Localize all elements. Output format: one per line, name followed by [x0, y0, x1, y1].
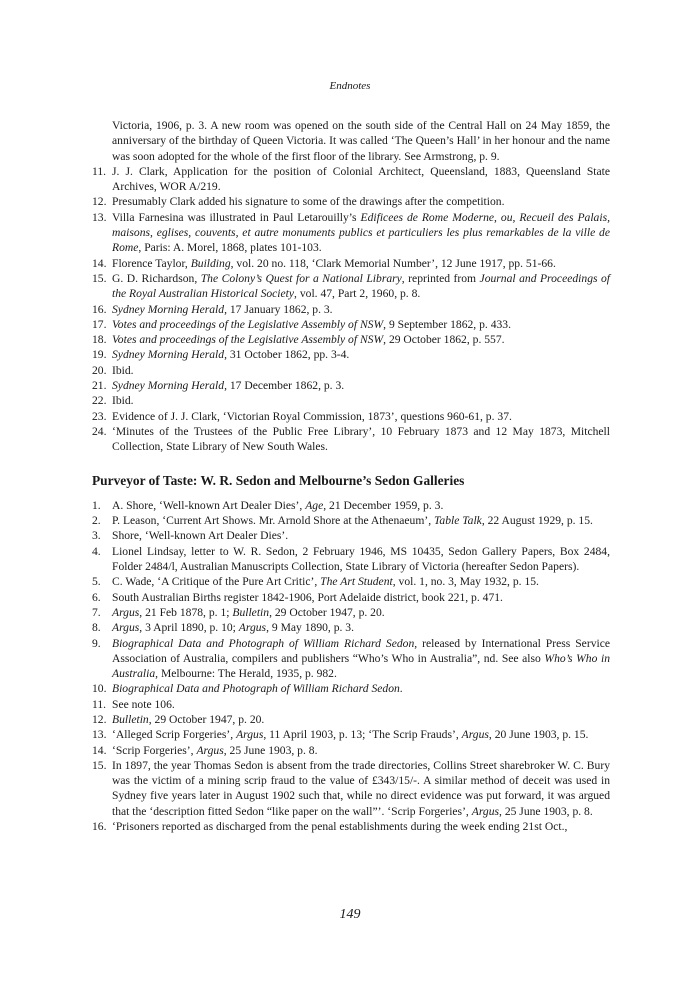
note-text-run: , 17 December 1862, p. 3.	[224, 379, 345, 393]
endnote	[92, 636, 610, 682]
endnote-text	[112, 758, 610, 819]
endnote-number: 2.	[92, 514, 101, 528]
italic-title: Votes and proceedings of the Legislative Assembly of NSW	[112, 333, 384, 347]
endnote	[92, 605, 610, 620]
endnote-number: 12.	[92, 195, 107, 209]
endnote-number: 15.	[92, 271, 107, 285]
endnote	[92, 498, 610, 513]
endnote	[92, 513, 610, 528]
italic-title: Bulletin	[112, 712, 149, 726]
endnote-number: 1.	[92, 498, 101, 512]
endnote-text	[112, 590, 610, 605]
italic-title: Who’s Who in Australia	[112, 651, 610, 681]
note-text-run: , 31 October 1862, pp. 3-4.	[224, 348, 350, 362]
endnote-number: 14.	[92, 743, 107, 757]
note-text-run: C. Wade, ‘A Critique of the Pure Art Critic’,	[112, 575, 321, 589]
italic-title: Table Talk	[434, 514, 482, 528]
italic-title: Biographical Data and Photograph of William Richard Sedon	[112, 636, 415, 650]
endnote	[92, 164, 610, 195]
endnote-text	[112, 819, 610, 834]
endnote	[92, 697, 610, 712]
endnote-text	[112, 347, 610, 362]
endnote-number: 7.	[92, 605, 101, 619]
italic-title: Votes and proceedings of the Legislative Assembly of NSW	[112, 317, 384, 331]
notes-list-previous-chapter	[92, 164, 610, 455]
endnote-text	[112, 727, 610, 742]
endnote	[92, 727, 610, 742]
italic-title: Edificees de Rome Moderne, ou, Recueil des Palais, maisons, eglises, couvents, et autre monuments publics et particuliers les plus remarkables de la ville de Rome	[112, 210, 610, 255]
endnote	[92, 620, 610, 635]
endnote	[92, 681, 610, 696]
endnote	[92, 544, 610, 575]
endnote-number: 23.	[92, 409, 107, 423]
endnote-number: 20.	[92, 363, 107, 377]
running-head: Endnotes	[329, 80, 371, 92]
endnote-number: 11.	[92, 164, 107, 178]
endnote	[92, 271, 610, 302]
endnote-text	[112, 424, 610, 455]
endnote-number: 16.	[92, 820, 107, 834]
endnote-number: 3.	[92, 529, 101, 543]
note-text-run: , Melbourne: The Herald, 1935, p. 982.	[155, 667, 337, 681]
endnote	[92, 590, 610, 605]
endnote-number: 15.	[92, 758, 107, 772]
endnote-number: 14.	[92, 256, 107, 270]
italic-title: Building	[190, 256, 231, 270]
endnote-text	[112, 393, 610, 408]
endnote-number: 21.	[92, 379, 107, 393]
endnote-number: 11.	[92, 697, 107, 711]
endnote-text	[112, 743, 610, 758]
section-heading: Purveyor of Taste: W. R. Sedon and Melbourne’s Sedon Galleries	[92, 472, 465, 488]
note-text-run: Shore, ‘Well-known Art Dealer Dies’.	[112, 529, 289, 543]
endnote	[92, 393, 610, 408]
italic-title: Sydney Morning Herald	[112, 302, 225, 316]
italic-title: Argus	[461, 728, 489, 742]
notes-list-sedon-chapter	[92, 498, 610, 835]
endnote-number: 12.	[92, 712, 107, 726]
note-text-run: See note 106.	[112, 697, 175, 711]
italic-title: The Colony’s Quest for a National Library	[200, 271, 402, 285]
endnote-text	[112, 544, 610, 575]
note-text-run: , vol. 47, Part 2, 1960, p. 8.	[294, 287, 421, 301]
page-number: 149	[339, 907, 361, 922]
italic-title: Argus	[112, 621, 140, 635]
note-text-run: , 9 May 1890, p. 3.	[266, 621, 354, 635]
italic-title: Argus	[236, 728, 264, 742]
endnote	[92, 424, 610, 455]
endnote-text	[112, 302, 610, 317]
note-text-run: ‘Scrip Forgeries’,	[112, 743, 197, 757]
endnote-text	[112, 712, 610, 727]
note-text-run: J. J. Clark, Application for the position of Colonial Architect, Queensland, 1883, Queensland State Archives, WOR A/219.	[112, 164, 610, 194]
endnote	[92, 409, 610, 424]
endnote	[92, 378, 610, 393]
note-text-run: Ibid.	[112, 363, 134, 377]
endnote-text	[112, 513, 610, 528]
endnote-text	[112, 574, 610, 589]
note-text-run: , 29 October 1947, p. 20.	[269, 605, 385, 619]
note-text-run: Villa Farnesina was illustrated in Paul Letarouilly’s	[112, 210, 361, 224]
endnote	[92, 302, 610, 317]
endnote	[92, 758, 610, 819]
endnote-text	[112, 164, 610, 195]
endnote	[92, 317, 610, 332]
note-text-run: A. Shore, ‘Well-known Art Dealer Dies’,	[112, 498, 306, 512]
note-text-run: , 20 June 1903, p. 15.	[488, 728, 589, 742]
italic-title: Sydney Morning Herald	[112, 379, 225, 393]
endnote	[92, 528, 610, 543]
endnote-text	[112, 620, 610, 635]
endnote-text	[112, 697, 610, 712]
note-text-run: , 29 October 1947, p. 20.	[148, 712, 265, 726]
note-text-run: South Australian Births register 1842-1906, Port Adelaide district, book 221, p. 471.	[112, 590, 503, 604]
italic-title: Sydney Morning Herald	[112, 348, 225, 362]
note-text-run: , 22 August 1929, p. 15.	[481, 514, 593, 528]
endnote-number: 4.	[92, 544, 101, 558]
endnote-text	[112, 605, 610, 620]
endnote-number: 13.	[92, 728, 107, 742]
endnote	[92, 332, 610, 347]
endnote	[92, 712, 610, 727]
note-text-run: ‘Minutes of the Trustees of the Public Free Library’, 10 February 1873 and 12 May 1873, Mitchell Collection, State Library of New South Wales.	[112, 424, 610, 454]
note-text-run: .	[399, 682, 403, 696]
endnote-number: 6.	[92, 590, 101, 604]
endnote-text	[112, 498, 610, 513]
note-text-run: ‘Alleged Scrip Forgeries’,	[112, 728, 237, 742]
italic-title: Argus	[112, 605, 140, 619]
italic-title: Bulletin	[232, 605, 270, 619]
endnote-text	[112, 681, 610, 696]
endnote	[92, 819, 610, 834]
note-text-run: , 25 June 1903, p. 8.	[499, 804, 593, 818]
note-text-run: , 29 October 1862, p. 557.	[383, 333, 505, 347]
note-text-run: , released by International Press Service Association of Australia, compilers and publishers “Who’s Who in Australia”, nd. See also	[112, 636, 611, 665]
note-text-run: , 3 April 1890, p. 10;	[139, 621, 239, 635]
note-text-run: , Paris: A. Morel, 1868, plates 101-103.	[138, 241, 322, 255]
note-text-run: ‘Prisoners reported as discharged from the penal establishments during the week ending 21st Oct.,	[112, 820, 568, 834]
endnote-number: 9.	[92, 636, 101, 650]
endnote-text	[112, 317, 610, 332]
endnote-text	[112, 378, 610, 393]
endnote-number: 18.	[92, 333, 107, 347]
endnote	[92, 743, 610, 758]
note-text-run: , vol. 20 no. 118, ‘Clark Memorial Number’, 12 June 1917, pp. 51-66.	[230, 256, 556, 270]
note-text-run: , 17 January 1862, p. 3.	[224, 302, 333, 316]
endnote	[92, 256, 610, 271]
endnote-number: 17.	[92, 317, 107, 331]
endnote	[92, 194, 610, 209]
endnote-text	[112, 363, 610, 378]
endnote-text	[112, 528, 610, 543]
note-text-run: P. Leason, ‘Current Art Shows. Mr. Arnold Shore at the Athenaeum’,	[112, 514, 435, 528]
endnote	[92, 574, 610, 589]
endnote-text	[112, 332, 610, 347]
endnote-number: 8.	[92, 621, 101, 635]
italic-title: Biographical Data and Photograph of William Richard Sedon	[112, 682, 400, 696]
endnote-number: 24.	[92, 424, 107, 438]
note-text-run: G. D. Richardson,	[112, 271, 201, 285]
continued-note: Victoria, 1906, p. 3. A new room was opened on the south side of the Central Hall on 24 May 1859, the anniversary of the birthday of Queen Victoria. It was called ‘The Queen’s Hall’ in her honour and the name was soon adopted for the whole of the first floor of the library. See Armstrong, p. 9.	[112, 119, 610, 163]
note-text-run: , 21 Feb 1878, p. 1;	[139, 605, 233, 619]
endnote-number: 13.	[92, 210, 107, 224]
note-text-run: , 11 April 1903, p. 13; ‘The Scrip Frauds’,	[263, 728, 462, 742]
italic-title: Journal and Proceedings of the Royal Australian Historical Society	[112, 271, 611, 301]
endnote	[92, 210, 610, 256]
note-text-run: In 1897, the year Thomas Sedon is absent from the trade directories, Collins Street sharebroker W. C. Bury was the victim of a mining scrip fraud to the value of £343/15/-. A similar method of deceit was used in Sydney five years later in August 1902 such that, while no direct evidence was put forward, it was argued that the ‘description fitted Sedon “like paper on the wall”’. ‘Scrip Forgeries’,	[112, 758, 610, 818]
note-text-run: Evidence of J. J. Clark, ‘Victorian Royal Commission, 1873’, questions 960-61, p. 37.	[112, 409, 512, 423]
note-text-run: Florence Taylor,	[112, 256, 191, 270]
endnote-text	[112, 256, 610, 271]
note-text-run: , vol. 1, no. 3, May 1932, p. 15.	[392, 575, 539, 589]
endnotes-body	[92, 118, 610, 834]
endnote-number: 19.	[92, 348, 107, 362]
italic-title: Argus	[471, 804, 500, 818]
endnote-number: 5.	[92, 575, 101, 589]
endnote-text	[112, 409, 610, 424]
endnote-text	[112, 210, 610, 256]
italic-title: The Art Student	[320, 575, 393, 589]
endnote-number: 16.	[92, 302, 107, 316]
note-text-run: , 25 June 1903, p. 8.	[223, 743, 318, 757]
note-text-run: , 9 September 1862, p. 433.	[383, 317, 511, 331]
endnote-text	[112, 271, 610, 302]
italic-title: Argus	[196, 743, 224, 757]
note-text-run: Ibid.	[112, 394, 134, 408]
note-text-run: , 21 December 1959, p. 3.	[323, 498, 444, 512]
note-text-run: Lionel Lindsay, letter to W. R. Sedon, 2 February 1946, MS 10435, Sedon Gallery Papers, Box 2484, Folder 2484/l, Australian Manuscripts Collection, State Library of Victoria (hereafter Sedon Papers).	[112, 544, 610, 574]
note-text-run: , reprinted from	[401, 271, 480, 285]
endnote-text	[112, 194, 610, 209]
italic-title: Argus	[238, 621, 267, 635]
endnote-number: 22.	[92, 394, 107, 408]
endnote-text	[112, 636, 610, 682]
endnote	[92, 347, 610, 362]
endnote-number: 10.	[92, 682, 107, 696]
note-text-run: Presumably Clark added his signature to some of the drawings after the competition.	[112, 195, 505, 209]
italic-title: Age	[305, 498, 324, 512]
endnote	[92, 363, 610, 378]
